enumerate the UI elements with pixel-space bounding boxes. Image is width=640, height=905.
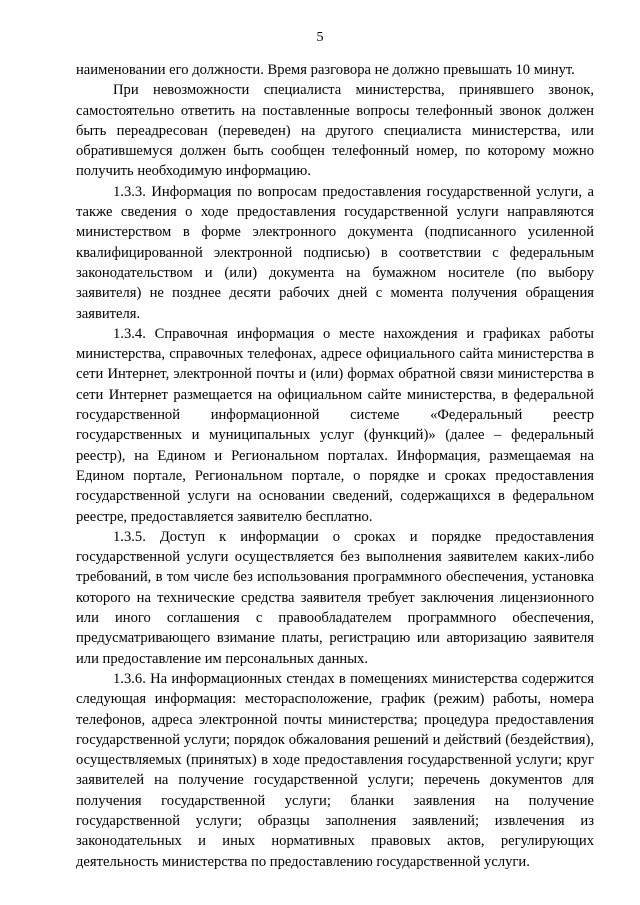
page-number: 5 [316,30,324,45]
document-body [76,60,594,872]
paragraph-1-3-4: 1.3.4. Справочная информация о месте нахождения и графиках работы министерства, справочных телефонах, адресе официального сайта министерства в сети Интернет, электронной почты и (или) формах обратной связи министерства в сети Интернет размещается на официальном сайте министерства, в федеральной государственной информационной системе «Федеральный реестр государственных и муниципальных услуг (функций)» (далее – федеральный реестр), на Едином и Региональном порталах. Информация, размещаемая на Едином портале, Региональном портале, о порядке и сроках предоставления государственной услуги на основании сведений, содержащихся в федеральном реестре, предоставляется заявителю бесплатно. [76,325,594,525]
paragraph-1-3-5: 1.3.5. Доступ к информации о сроках и порядке предоставления государственной услуги осуществляется без выполнения заявителем каких-либо требований, в том числе без использования программного обеспечения, установка которого на технические средства заявителя требует заключения лицензионного или иного соглашения с правообладателем программного обеспечения, предусматривающего взимание платы, регистрацию или авторизацию заявителя или предоставление им персональных данных. [76,528,594,667]
paragraph-1-3-3: 1.3.3. Информация по вопросам предоставления государственной услуги, а также сведения о ходе предоставления государственной услуги направляются министерством в форме электронного документа (подписанного усиленной квалифицированной электронной подписью) в соответствии с федеральным законодательством и (или) документа на бумажном носителе (по выбору заявителя) не позднее десяти рабочих дней с момента получения обращения заявителя. [76,183,594,322]
paragraph-continuation: наименовании его должности. Время разговора не должно превышать 10 минут. [76,62,575,78]
paragraph-redirect-call: При невозможности специалиста министерства, принявшего звонок, самостоятельно ответить на поставленные вопросы телефонный звонок должен быть переадресован (переведен) на другого специалиста министерства, или обратившемуся должен быть сообщен телефонный номер, по которому можно получить необходимую информацию. [76,82,594,180]
paragraph-1-3-6: 1.3.6. На информационных стендах в помещениях министерства содержится следующая информация: месторасположение, график (режим) работы, номера телефонов, адреса электронной почты министерства; процедура предоставления государственной услуги; порядок обжалования решений и действий (бездействия), осуществляемых (принятых) в ходе предоставления государственной услуги; круг заявителей на получение государственной услуги; перечень документов для получения государственной услуги; бланки заявления на получение государственной услуги; образцы заполнения заявлений; извлечения из законодательных и иных нормативных правовых актов, регулирующих деятельность министерства по предоставлению государственной услуги. [76,670,594,870]
